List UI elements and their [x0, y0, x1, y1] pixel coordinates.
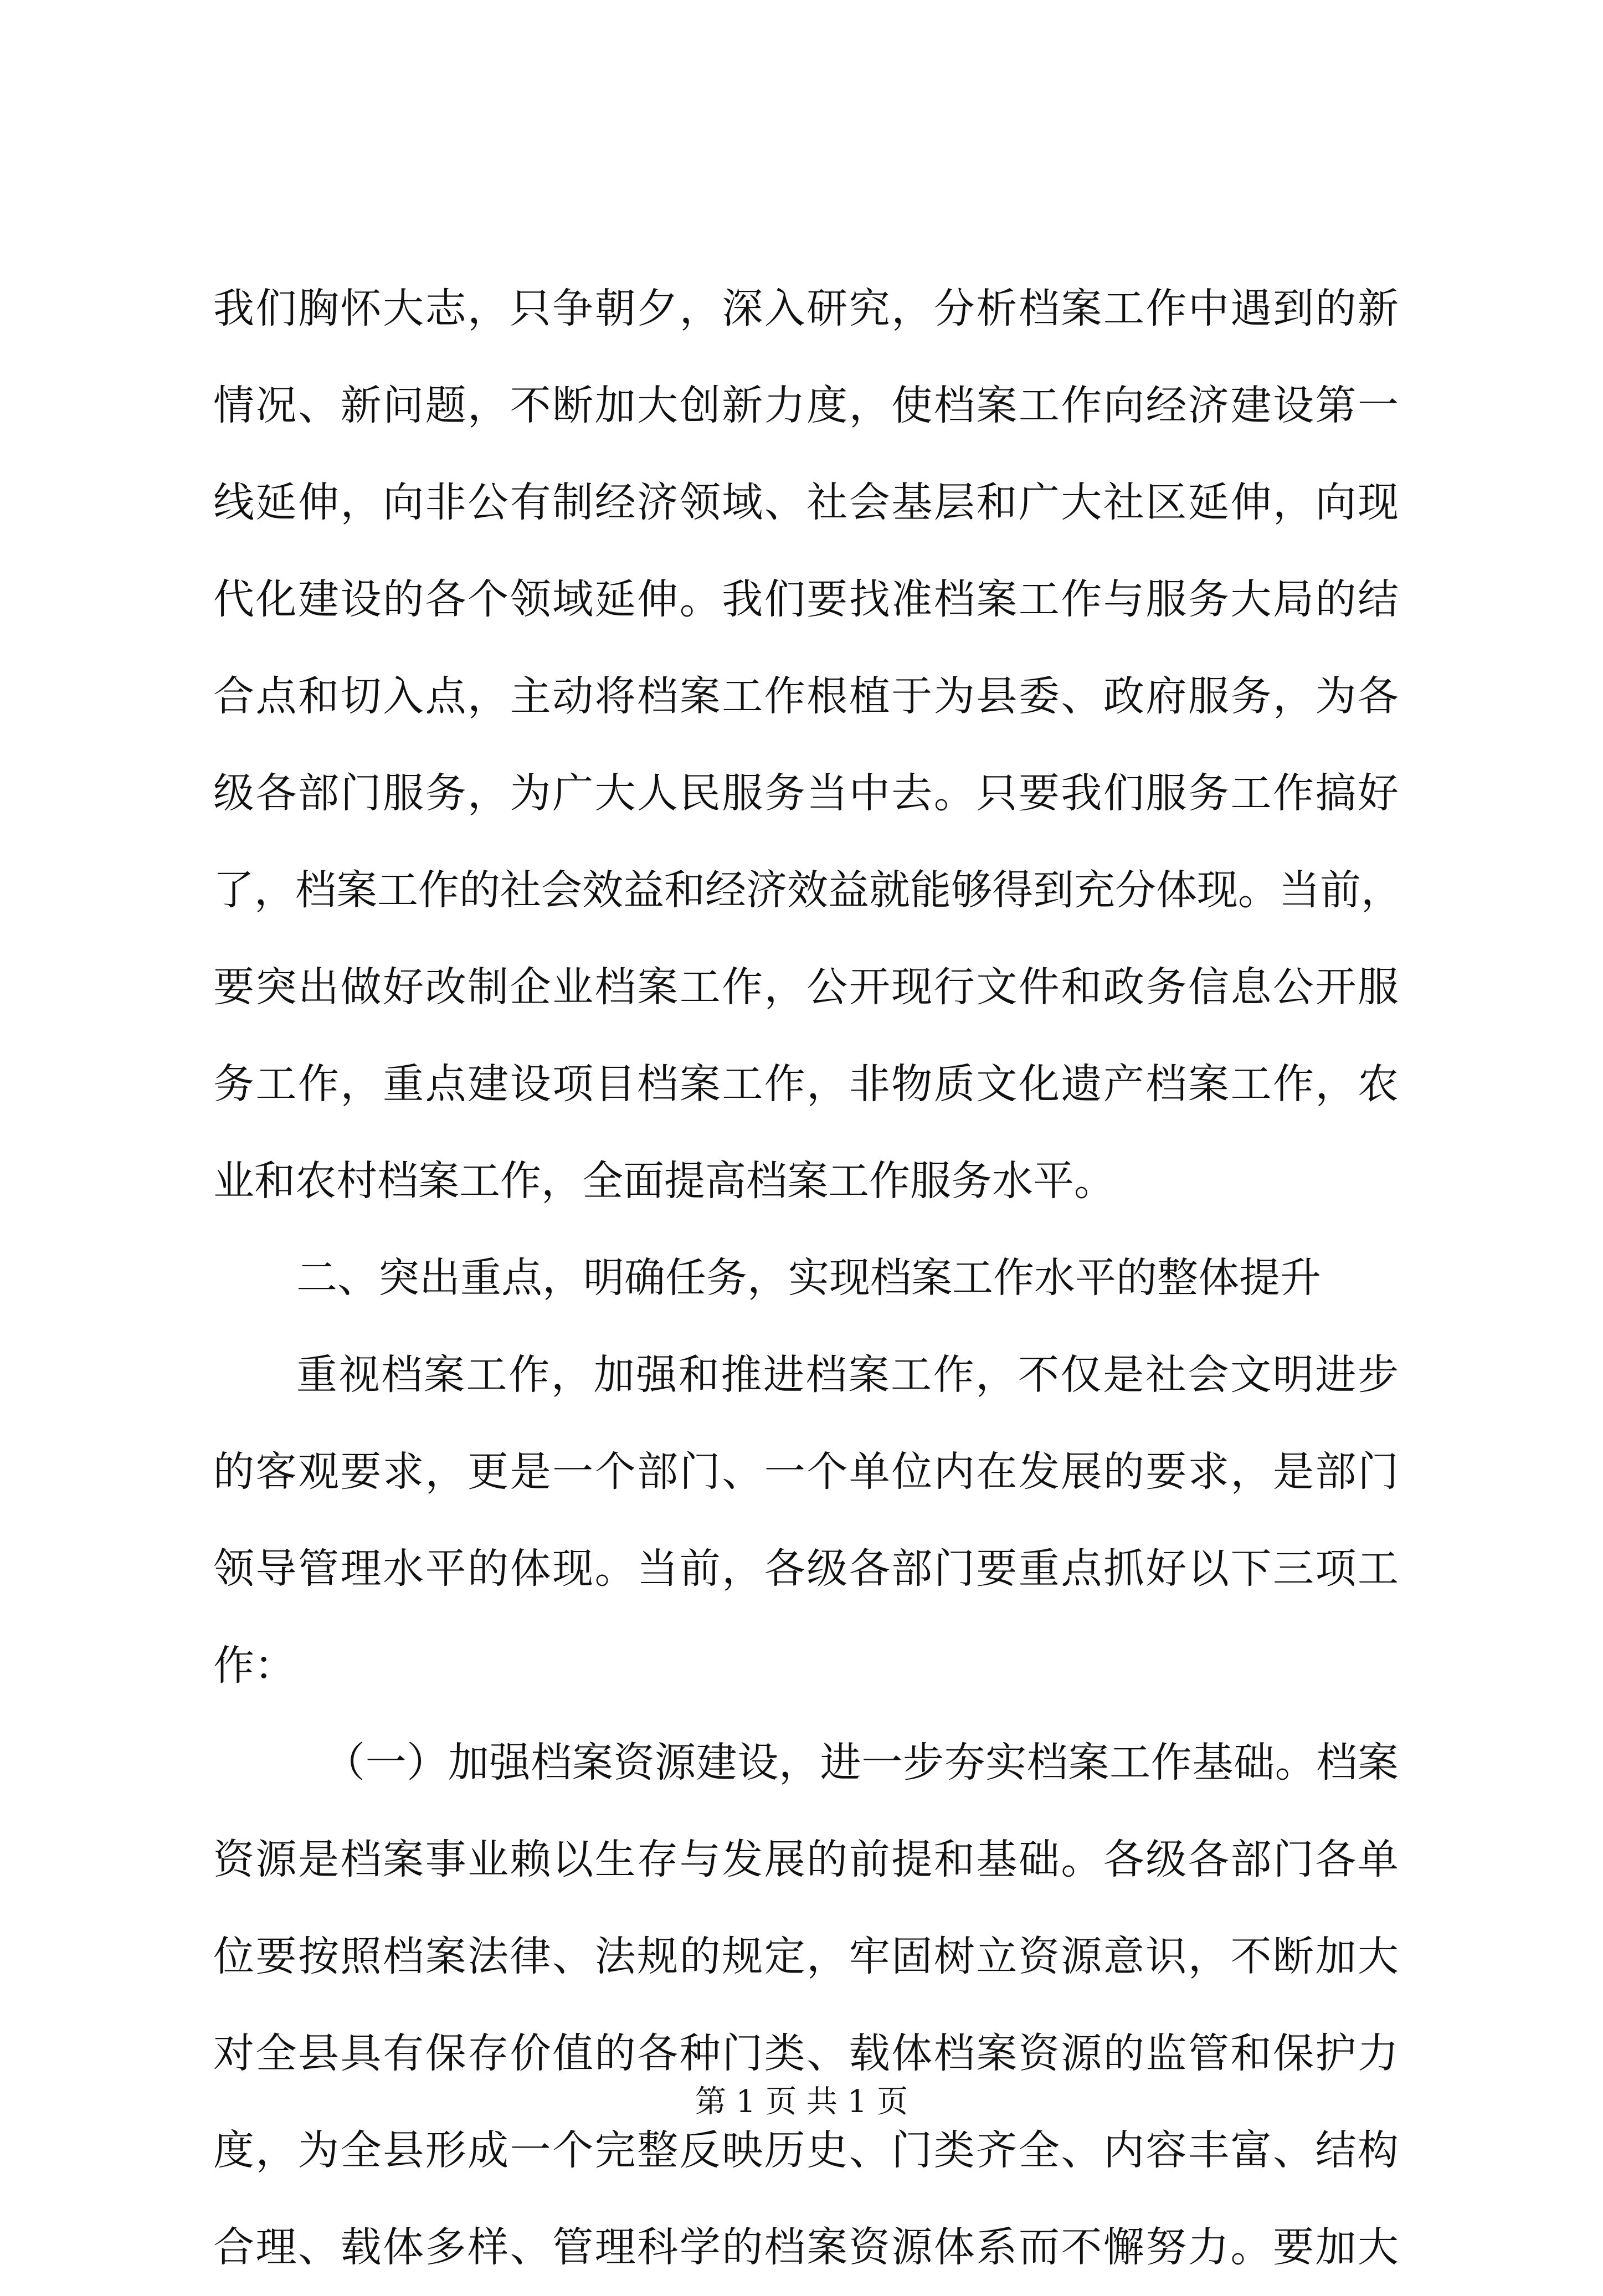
text-line: 的客观要求，更是一个部门、一个单位内在发展的要求，是部门: [213, 1448, 1399, 1496]
section-heading: 二、突出重点，明确任务，实现档案工作水平的整体提升: [296, 1254, 1321, 1302]
text-line: 代化建设的各个领域延伸。我们要找准档案工作与服务大局的结: [213, 576, 1399, 623]
text-line: 合理、载体多样、管理科学的档案资源体系而不懈努力。要加大: [213, 2223, 1399, 2271]
subsection-line: （一）加强档案资源建设，进一步夯实档案工作基础。档案: [324, 1739, 1399, 1786]
text-line: 情况、新问题，不断加大创新力度，使档案工作向经济建设第一: [213, 382, 1399, 429]
text-line: 位要按照档案法律、法规的规定，牢固树立资源意识，不断加大: [213, 1933, 1399, 1980]
body-text: [213, 260, 1402, 2296]
text-line: 级各部门服务，为广大人民服务当中去。只要我们服务工作搞好: [213, 769, 1399, 817]
text-line: 业和农村档案工作，全面提高档案工作服务水平。: [213, 1157, 1115, 1205]
text-line: 合点和切入点，主动将档案工作根植于为县委、政府服务，为各: [213, 672, 1399, 720]
text-line: 领导管理水平的体现。当前，各级各部门要重点抓好以下三项工: [213, 1545, 1399, 1593]
text-line: 了，档案工作的社会效益和经济效益就能够得到充分体现。当前，: [213, 866, 1402, 914]
text-line: 我们胸怀大志，只争朝夕，深入研究，分析档案工作中遇到的新: [213, 285, 1399, 332]
text-line: 作：: [213, 1642, 295, 1689]
text-line: 资源是档案事业赖以生存与发展的前提和基础。各级各部门各单: [213, 1836, 1399, 1883]
text-line: 务工作，重点建设项目档案工作，非物质文化遗产档案工作，农: [213, 1060, 1399, 1108]
text-line: 线延伸，向非公有制经济领域、社会基层和广大社区延伸，向现: [213, 479, 1399, 526]
page-footer: 第 1 页 共 1 页: [695, 2084, 908, 2120]
text-line: 重视档案工作，加强和推进档案工作，不仅是社会文明进步: [296, 1351, 1399, 1399]
text-line: 度，为全县形成一个完整反映历史、门类齐全、内容丰富、结构: [213, 2127, 1399, 2174]
text-line: 要突出做好改制企业档案工作，公开现行文件和政务信息公开服: [213, 963, 1399, 1011]
text-line: 对全县具有保存价值的各种门类、载体档案资源的监管和保护力: [213, 2030, 1399, 2077]
